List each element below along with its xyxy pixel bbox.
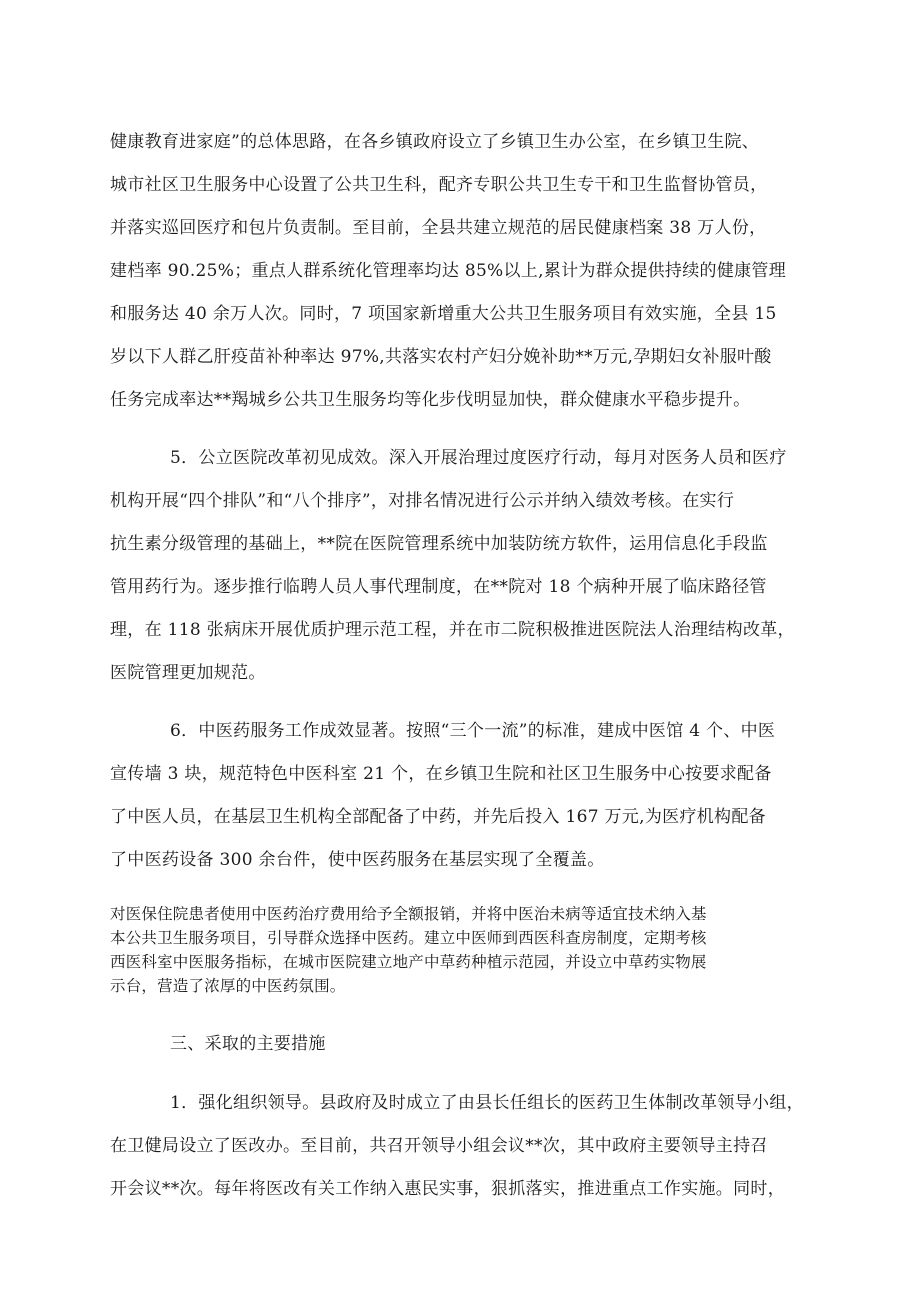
paragraph-5-line-3: 开会议**次。每年将医改有关工作纳入惠民实事，狠抓落实，推进重点工作实施。同时， [110,1179,785,1199]
paragraph-2-line-2: 机构开展“四个排队”和“八个排序”，对排名情况进行公示并纳入绩效考核。在实行 [110,491,735,511]
paragraph-1-line-2: 城市社区卫生服务中心设置了公共卫生科，配齐专职公共卫生专干和卫生监督协管员， [110,175,768,195]
paragraph-2-line-3: 抗生素分级管理的基础上，**院在医院管理系统中加装防统方软件，运用信息化手段监 [110,534,768,554]
paragraph-2-line-4: 管用药行为。逐步推行临聘人员人事代理制度，在**院对 18 个病种开展了临床路径管 [110,577,767,597]
paragraph-3-line-3: 了中医人员，在基层卫生机构全部配备了中药，并先后投入 167 万元,为医疗机构配备 [110,807,766,827]
paragraph-4-line-3: 西医科室中医服务指标，在城市医院建立地产中草药种植示范园，并设立中草药实物展 [110,953,707,971]
paragraph-3-line-2: 宣传墙 3 块，规范特色中医科室 21 个，在乡镇卫生院和社区卫生服务中心按要求配备 [110,764,772,784]
paragraph-1-line-7: 任务完成率达**羯城乡公共卫生服务均等化步伐明显加快，群众健康水平稳步提升。 [110,390,751,410]
paragraph-5-line-1: 1．强化组织领导。县政府及时成立了由县长任组长的医药卫生体制改革领导小组， [170,1093,804,1113]
paragraph-4-line-1: 对医保住院患者使用中医药治疗费用给予全额报销，并将中医治未病等适宜技术纳入基 [110,905,707,923]
paragraph-3-line-1: 6．中医药服务工作成效显著。按照“三个一流”的标准，建成中医馆 4 个、中医 [170,721,776,741]
paragraph-2-line-6: 医院管理更加规范。 [110,663,266,683]
paragraph-1-line-4: 建档率 90.25%；重点人群系统化管理率均达 85%以上,累计为群众提供持续的健康管理 [110,261,787,281]
paragraph-1-line-3: 并落实巡回医疗和包片负责制。至目前，全县共建立规范的居民健康档案 38 万人份， [110,218,767,238]
paragraph-2-line-1: 5．公立医院改革初见成效。深入开展治理过度医疗行动，每月对医务人员和医疗 [170,448,787,468]
paragraph-1-line-5: 和服务达 40 余万人次。同时，7 项国家新增重大公共卫生服务项目有效实施，全县 15 [110,304,777,324]
section-heading-3: 三、采取的主要措施 [170,1034,326,1054]
paragraph-3-line-4: 了中医药设备 300 余台件，使中医药服务在基层实现了全覆盖。 [110,850,605,870]
paragraph-1-line-1: 健康教育进家庭”的总体思路，在各乡镇政府设立了乡镇卫生办公室，在乡镇卫生院、 [110,132,760,152]
paragraph-1-line-6: 岁以下人群乙肝疫苗补种率达 97%,共落实农村产妇分娩补助**万元,孕期妇女补服叶酸 [110,347,772,367]
paragraph-4-line-4: 示台，营造了浓厚的中医药氛围。 [110,977,346,995]
paragraph-2-line-5: 理，在 118 张病床开展优质护理示范工程，并在市二院积极推进医院法人治理结构改革， [110,620,795,640]
paragraph-4-line-2: 本公共卫生服务项目，引导群众选择中医药。建立中医师到西医科查房制度，定期考核 [110,929,707,947]
paragraph-5-line-2: 在卫健局设立了医改办。至目前，共召开领导小组会议**次，其中政府主要领导主持召 [110,1136,768,1156]
